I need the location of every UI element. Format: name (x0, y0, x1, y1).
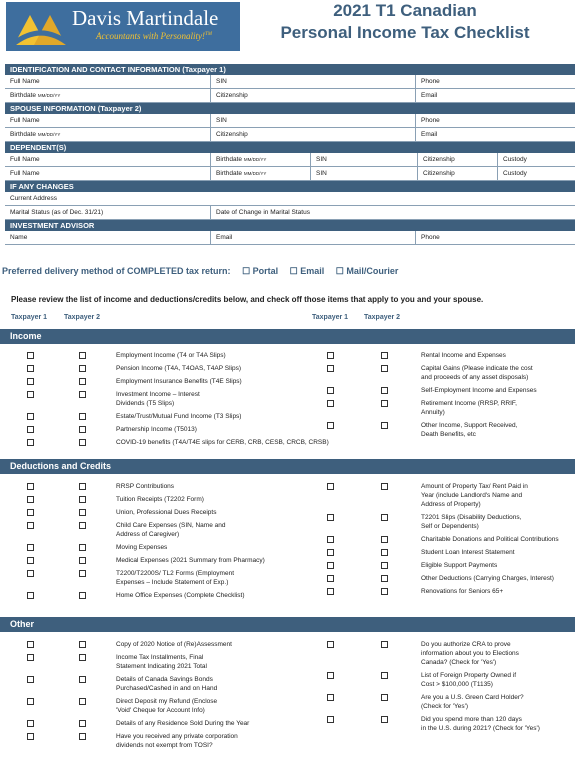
checklist-item-label: RRSP Contributions (116, 483, 175, 490)
checkbox-taxpayer2[interactable] (381, 716, 388, 723)
checklist-item-label: Home Office Expenses (Complete Checklist) (116, 592, 245, 599)
checkbox-taxpayer2[interactable] (79, 720, 86, 727)
checkbox-taxpayer2[interactable] (79, 698, 86, 705)
instructions-text: Please review the list of income and deductions/credits below, and check off those items that apply to you and your spouse. (11, 295, 484, 304)
checkbox-taxpayer1[interactable] (27, 378, 34, 385)
delivery-method (2, 266, 398, 277)
info-row (5, 231, 575, 245)
delivery-label: Preferred delivery method of COMPLETED tax return: (2, 266, 231, 276)
checkbox-taxpayer2[interactable] (79, 509, 86, 516)
checkbox-taxpayer1[interactable] (27, 641, 34, 648)
checklist-item-label: Tuition Receipts (T2202 Form) (116, 496, 204, 503)
info-field[interactable] (210, 167, 310, 180)
checklist-item-label: Do you authorize CRA to prove information about you to Elections Canada? (Check for 'Yes') (421, 641, 519, 666)
info-field[interactable] (415, 75, 575, 88)
info-field-label: Date of Change in Marital Status (216, 209, 310, 216)
checkbox-taxpayer2[interactable] (381, 562, 388, 569)
info-field-label: Full Name (10, 156, 40, 163)
checkbox-taxpayer2[interactable] (381, 694, 388, 701)
info-field-label: Birthdate (10, 131, 37, 138)
checkbox-taxpayer2[interactable] (381, 549, 388, 556)
info-field-label: Phone (421, 234, 440, 241)
checkbox-taxpayer2[interactable] (79, 483, 86, 490)
checkbox-taxpayer1[interactable] (327, 694, 334, 701)
checkbox-taxpayer2[interactable] (79, 391, 86, 398)
info-field[interactable] (210, 114, 415, 127)
info-row (5, 192, 575, 206)
checkbox-taxpayer2[interactable] (79, 641, 86, 648)
checklist-item-label: Student Loan Interest Statement (421, 549, 515, 556)
info-field-label: Email (421, 92, 438, 99)
checklist-item-label: Amount of Property Tax/ Rent Paid in Year (include Landlord's Name and Address of Property) (421, 483, 528, 508)
info-field-label: Citizenship (423, 156, 455, 163)
info-field[interactable] (417, 153, 497, 166)
info-field-label: Marital Status (as of Dec. 31/21) (10, 209, 104, 216)
checklist-item-label: Capital Gains (Please indicate the cost and proceeds of any asset disposals) (421, 365, 533, 381)
checkbox-taxpayer2[interactable] (79, 378, 86, 385)
info-section-header: IF ANY CHANGES (5, 181, 575, 192)
checkbox-taxpayer2[interactable] (79, 654, 86, 661)
info-field-label: Custody (503, 170, 527, 177)
checkbox-taxpayer1[interactable] (27, 654, 34, 661)
checkbox-taxpayer2[interactable] (381, 422, 388, 429)
checklist-item-label: Copy of 2020 Notice of (Re)Assessment (116, 641, 232, 648)
checklist-item-label: Did you spend more than 120 days in the U.S. during 2021? (Check for 'Yes') (421, 716, 540, 732)
checkbox-taxpayer2[interactable] (381, 641, 388, 648)
brand-tagline: Accountants with Personality!™ (96, 31, 212, 41)
company-logo (6, 2, 240, 51)
checkbox-taxpayer2[interactable] (79, 733, 86, 740)
checkbox-taxpayer2[interactable] (79, 544, 86, 551)
info-field[interactable] (310, 153, 417, 166)
info-field[interactable] (310, 167, 417, 180)
info-field-label: Birthdate (216, 156, 243, 163)
checkbox-taxpayer1[interactable] (27, 698, 34, 705)
checkbox-taxpayer2[interactable] (79, 439, 86, 446)
info-field[interactable] (5, 128, 210, 141)
info-field-label: SIN (316, 170, 327, 177)
info-field[interactable] (415, 231, 575, 244)
column-header-taxpayer1-left: Taxpayer 1 (11, 314, 48, 321)
info-field[interactable] (5, 206, 210, 219)
checklist-item-label: List of Foreign Property Owned if Cost > $100,000 (T1135) (421, 672, 517, 688)
info-field-label: Custody (503, 156, 527, 163)
checkbox-taxpayer2[interactable] (381, 400, 388, 407)
checkbox-taxpayer2[interactable] (381, 352, 388, 359)
info-field[interactable] (415, 89, 575, 102)
checkbox-taxpayer1[interactable] (27, 413, 34, 420)
checklist-item-label: Retirement Income (RRSP, RRIF, Annuity) (421, 400, 517, 416)
section-header: Other (0, 617, 575, 632)
info-field[interactable] (210, 89, 415, 102)
info-field[interactable] (415, 114, 575, 127)
checkbox-taxpayer2[interactable] (381, 365, 388, 372)
checklist-item-label: Investment Income – Interest Dividends (T5 Slips) (116, 391, 200, 407)
info-row (5, 153, 575, 167)
info-field[interactable] (5, 167, 210, 180)
info-field[interactable] (5, 114, 210, 127)
checkbox-taxpayer2[interactable] (79, 496, 86, 503)
date-format-hint: MM/DD/YY (243, 157, 267, 162)
info-field[interactable] (210, 231, 415, 244)
info-field-label: Phone (421, 117, 440, 124)
info-field[interactable] (415, 128, 575, 141)
checklist-item-label: Union, Professional Dues Receipts (116, 509, 217, 516)
checklist-item-label: Details of Canada Savings Bonds Purchased/Cashed in and on Hand (116, 676, 218, 692)
checkbox-taxpayer1[interactable] (27, 496, 34, 503)
info-field-label: Birthdate (216, 170, 243, 177)
checkbox-taxpayer1[interactable] (327, 422, 334, 429)
checkbox-taxpayer2[interactable] (381, 672, 388, 679)
checkbox-taxpayer1[interactable] (327, 387, 334, 394)
info-field[interactable] (210, 206, 575, 219)
checkbox-taxpayer2[interactable] (381, 387, 388, 394)
checklist-item-label: Charitable Donations and Political Contributions (421, 536, 559, 543)
info-field-label: Full Name (10, 117, 40, 124)
checkbox-taxpayer1[interactable] (327, 588, 334, 595)
checkbox-taxpayer1[interactable] (327, 672, 334, 679)
date-format-hint: MM/DD/YY (243, 171, 267, 176)
checkbox-taxpayer1[interactable] (327, 536, 334, 543)
checkbox-taxpayer1[interactable] (327, 549, 334, 556)
checkbox-taxpayer1[interactable] (327, 483, 334, 490)
checklist-item-label: Have you received any private corporation dividends not exempt from TOSI? (116, 733, 238, 749)
checklist-item-label: Partnership Income (T5013) (116, 426, 197, 433)
checklist-item-label: Employment Income (T4 or T4A Slips) (116, 352, 226, 359)
checkbox-taxpayer1[interactable] (27, 509, 34, 516)
checklist-item-label: T2201 Slips (Disability Deductions, Self or Dependents) (421, 514, 522, 530)
info-field-label: Name (10, 234, 28, 241)
checklist-item-label: Income Tax Installments, Final Statement Indicating 2021 Total (116, 654, 207, 670)
checkbox-taxpayer1[interactable] (327, 716, 334, 723)
column-header-taxpayer2-right: Taxpayer 2 (364, 314, 401, 321)
date-format-hint: MM/DD/YY (37, 93, 61, 98)
checklist-item-label: Employment Insurance Benefits (T4E Slips) (116, 378, 242, 385)
info-field-label: Email (421, 131, 438, 138)
info-row (5, 114, 575, 128)
info-field[interactable] (5, 192, 575, 205)
info-field[interactable] (497, 153, 575, 166)
section-header: Deductions and Credits (0, 459, 575, 474)
checkbox-taxpayer1[interactable] (327, 514, 334, 521)
checkbox-taxpayer2[interactable] (79, 522, 86, 529)
info-field-label: Full Name (10, 78, 40, 85)
checklist-item-label: Details of any Residence Sold During the Year (116, 720, 250, 727)
checklist-item-label: COVID-19 benefits (T4A/T4E slips for CERB, CRB, CESB, CRCB, CRSB) (116, 439, 329, 446)
checklist-item-label: Self-Employment Income and Expenses (421, 387, 537, 394)
checkbox-taxpayer1[interactable] (27, 592, 34, 599)
info-field-label: SIN (216, 117, 227, 124)
checklist-item-label: Moving Expenses (116, 544, 168, 551)
checkbox-taxpayer2[interactable] (79, 557, 86, 564)
checkbox-taxpayer1[interactable] (27, 522, 34, 529)
checklist-item-label: Rental Income and Expenses (421, 352, 506, 359)
checkbox-taxpayer2[interactable] (79, 570, 86, 577)
checkbox-taxpayer2[interactable] (79, 592, 86, 599)
info-field[interactable] (5, 89, 210, 102)
info-field-label: Current Address (10, 195, 57, 202)
checkbox-taxpayer2[interactable] (79, 676, 86, 683)
info-field-label: SIN (316, 156, 327, 163)
checkbox-taxpayer1[interactable] (327, 400, 334, 407)
checkbox-taxpayer2[interactable] (79, 413, 86, 420)
checkbox-taxpayer1[interactable] (27, 483, 34, 490)
info-field[interactable] (210, 75, 415, 88)
info-section-header: DEPENDENT(S) (5, 142, 575, 153)
checkbox-taxpayer2[interactable] (381, 588, 388, 595)
checkbox-taxpayer1[interactable] (27, 720, 34, 727)
checkbox-taxpayer1[interactable] (27, 544, 34, 551)
info-field-label: SIN (216, 78, 227, 85)
info-field-label: Citizenship (216, 131, 248, 138)
checkbox-taxpayer1[interactable] (27, 391, 34, 398)
info-field-label: Full Name (10, 170, 40, 177)
info-field[interactable] (497, 167, 575, 180)
info-field-label: Citizenship (423, 170, 455, 177)
checklist-item-label: Are you a U.S. Green Card Holder? (Check for 'Yes') (421, 694, 524, 710)
info-field[interactable] (210, 153, 310, 166)
date-format-hint: MM/DD/YY (37, 132, 61, 137)
checkbox-taxpayer2[interactable] (79, 352, 86, 359)
checkbox-taxpayer2[interactable] (79, 426, 86, 433)
checklist-item-label: Child Care Expenses (SIN, Name and Address of Caregiver) (116, 522, 226, 538)
info-field[interactable] (5, 231, 210, 244)
info-field[interactable] (5, 153, 210, 166)
info-row (5, 89, 575, 103)
delivery-option-mail[interactable]: ☐ Mail/Courier (335, 266, 399, 276)
checkbox-taxpayer1[interactable] (27, 557, 34, 564)
checkbox-taxpayer1[interactable] (27, 676, 34, 683)
section-header: Income (0, 329, 575, 344)
checklist-item-label: Other Deductions (Carrying Charges, Interest) (421, 575, 554, 582)
checklist-item-label: Eligible Support Payments (421, 562, 498, 569)
checkbox-taxpayer1[interactable] (27, 570, 34, 577)
checkbox-taxpayer1[interactable] (327, 641, 334, 648)
column-header-taxpayer1-right: Taxpayer 1 (312, 314, 349, 321)
checkbox-taxpayer2[interactable] (381, 536, 388, 543)
checkbox-taxpayer2[interactable] (79, 365, 86, 372)
info-section-header: INVESTMENT ADVISOR (5, 220, 575, 231)
column-header-taxpayer2-left: Taxpayer 2 (64, 314, 101, 321)
contact-info-table (5, 64, 575, 245)
checklist-item-label: Direct Deposit my Refund (Enclose 'Void' Cheque for Account Info) (116, 698, 218, 714)
info-field-label: Email (216, 234, 233, 241)
checkbox-taxpayer1[interactable] (327, 575, 334, 582)
checkbox-taxpayer2[interactable] (381, 483, 388, 490)
logo-mark-icon (12, 7, 70, 47)
page-title: 2021 T1 Canadian Personal Income Tax Checklist (280, 1, 530, 42)
info-field[interactable] (5, 75, 210, 88)
info-row (5, 128, 575, 142)
checklist-item-label: Other Income, Support Received, Death Benefits, etc (421, 422, 518, 438)
checkbox-taxpayer1[interactable] (27, 733, 34, 740)
info-field-label: Birthdate (10, 92, 37, 99)
info-row (5, 75, 575, 89)
delivery-option-portal[interactable]: ☐ Portal (242, 266, 279, 276)
checkbox-taxpayer1[interactable] (27, 426, 34, 433)
info-row (5, 167, 575, 181)
checkbox-taxpayer1[interactable] (27, 352, 34, 359)
info-field-label: Phone (421, 78, 440, 85)
checklist-item-label: Renovations for Seniors 65+ (421, 588, 504, 595)
checklist-item-label: Medical Expenses (2021 Summary from Pharmacy) (116, 557, 265, 564)
checkbox-taxpayer1[interactable] (327, 365, 334, 372)
checkbox-taxpayer1[interactable] (27, 439, 34, 446)
info-row (5, 206, 575, 220)
checkbox-taxpayer1[interactable] (27, 365, 34, 372)
checkbox-taxpayer1[interactable] (327, 352, 334, 359)
delivery-option-email[interactable]: ☐ Email (289, 266, 325, 276)
info-field-label: Citizenship (216, 92, 248, 99)
info-field[interactable] (210, 128, 415, 141)
brand-name: Davis Martindale (72, 6, 219, 30)
checklist-item-label: T2200/T2200S/ TL2 Forms (Employment Expenses – Include Statement of Exp.) (116, 570, 235, 586)
checkbox-taxpayer1[interactable] (327, 562, 334, 569)
checkbox-taxpayer2[interactable] (381, 575, 388, 582)
info-field[interactable] (417, 167, 497, 180)
checklist-item-label: Estate/Trust/Mutual Fund Income (T3 Slips) (116, 413, 242, 420)
checklist-item-label: Pension Income (T4A, T4OAS, T4AP Slips) (116, 365, 242, 372)
info-section-header: IDENTIFICATION AND CONTACT INFORMATION (Taxpayer 1) (5, 64, 575, 75)
checkbox-taxpayer2[interactable] (381, 514, 388, 521)
info-section-header: SPOUSE INFORMATION (Taxpayer 2) (5, 103, 575, 114)
